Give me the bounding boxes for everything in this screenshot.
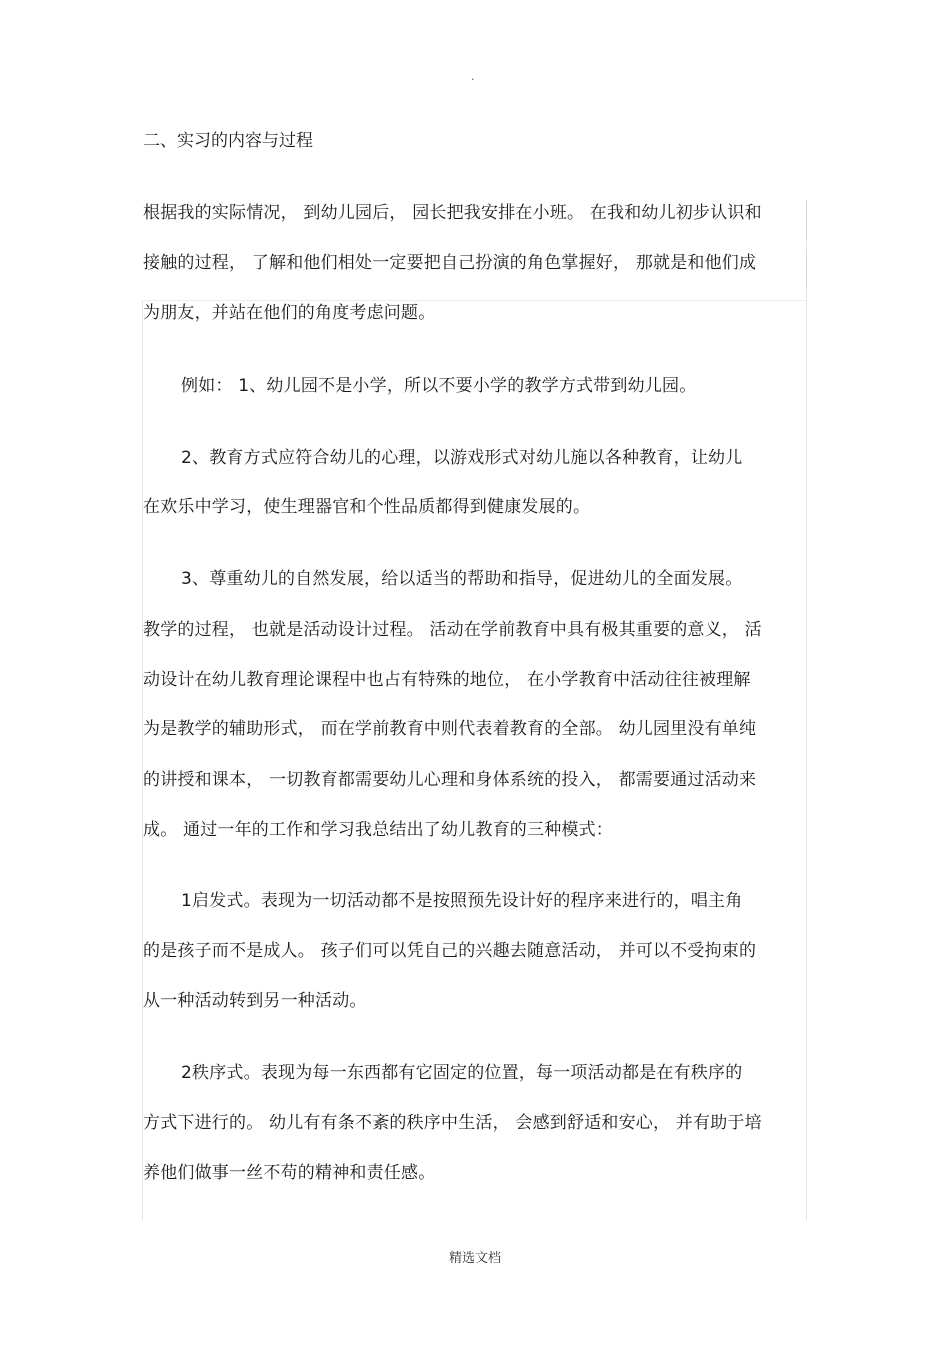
frame-right-segment: [806, 200, 807, 240]
paragraph-line: 的是孩子而不是成人。 孩子们可以凭自己的兴趣去随意活动， 并可以不受拘束的: [143, 941, 757, 961]
paragraph-line: 1启发式。表现为一切活动都不是按照预先设计好的程序来进行的，唱主角: [181, 891, 743, 911]
paragraph-line: 根据我的实际情况， 到幼儿园后， 园长把我安排在小班。 在我和幼儿初步认识和: [143, 203, 762, 223]
frame-right-border: [806, 200, 807, 1220]
paragraph-line: 从一种活动转到另一种活动。: [143, 991, 367, 1011]
paragraph-line: 接触的过程， 了解和他们相处一定要把自己扮演的角色掌握好， 那就是和他们成: [143, 253, 757, 273]
frame-right-segment: [806, 250, 807, 290]
paragraph-line: 例如： 1、幼儿园不是小学，所以不要小学的教学方式带到幼儿园。: [181, 376, 697, 396]
paragraph-line: 教学的过程， 也就是活动设计过程。 活动在学前教育中具有极其重要的意义， 活: [143, 620, 762, 640]
paragraph-line: 方式下进行的。 幼儿有有条不紊的秩序中生活， 会感到舒适和安心， 并有助于培: [143, 1113, 762, 1133]
paragraph-line: 为是教学的辅助形式， 而在学前教育中则代表着教育的全部。 幼儿园里没有单纯: [143, 719, 757, 739]
frame-left-border: [142, 300, 143, 1220]
header-dot: .: [471, 70, 475, 83]
paragraph-line: 为朋友，并站在他们的角度考虑问题。: [143, 303, 436, 323]
section-heading: 二、实习的内容与过程: [143, 131, 313, 151]
paragraph-line: 2、教育方式应符合幼儿的心理，以游戏形式对幼儿施以各种教育，让幼儿: [181, 448, 743, 468]
paragraph-line: 2秩序式。表现为每一东西都有它固定的位置，每一项活动都是在有秩序的: [181, 1063, 743, 1083]
paragraph-line: 养他们做事一丝不苟的精神和责任感。: [143, 1163, 436, 1183]
paragraph-line: 的讲授和课本， 一切教育都需要幼儿心理和身体系统的投入， 都需要通过活动来: [143, 770, 757, 790]
paragraph-line: 在欢乐中学习，使生理器官和个性品质都得到健康发展的。: [143, 497, 591, 517]
paragraph-line: 成。 通过一年的工作和学习我总结出了幼儿教育的三种模式：: [143, 820, 614, 840]
paragraph-line: 动设计在幼儿教育理论课程中也占有特殊的地位， 在小学教育中活动往往被理解: [143, 670, 751, 690]
paragraph-line: 3、尊重幼儿的自然发展，给以适当的帮助和指导，促进幼儿的全面发展。: [181, 569, 743, 589]
page-footer: 精选文档: [448, 1251, 501, 1266]
